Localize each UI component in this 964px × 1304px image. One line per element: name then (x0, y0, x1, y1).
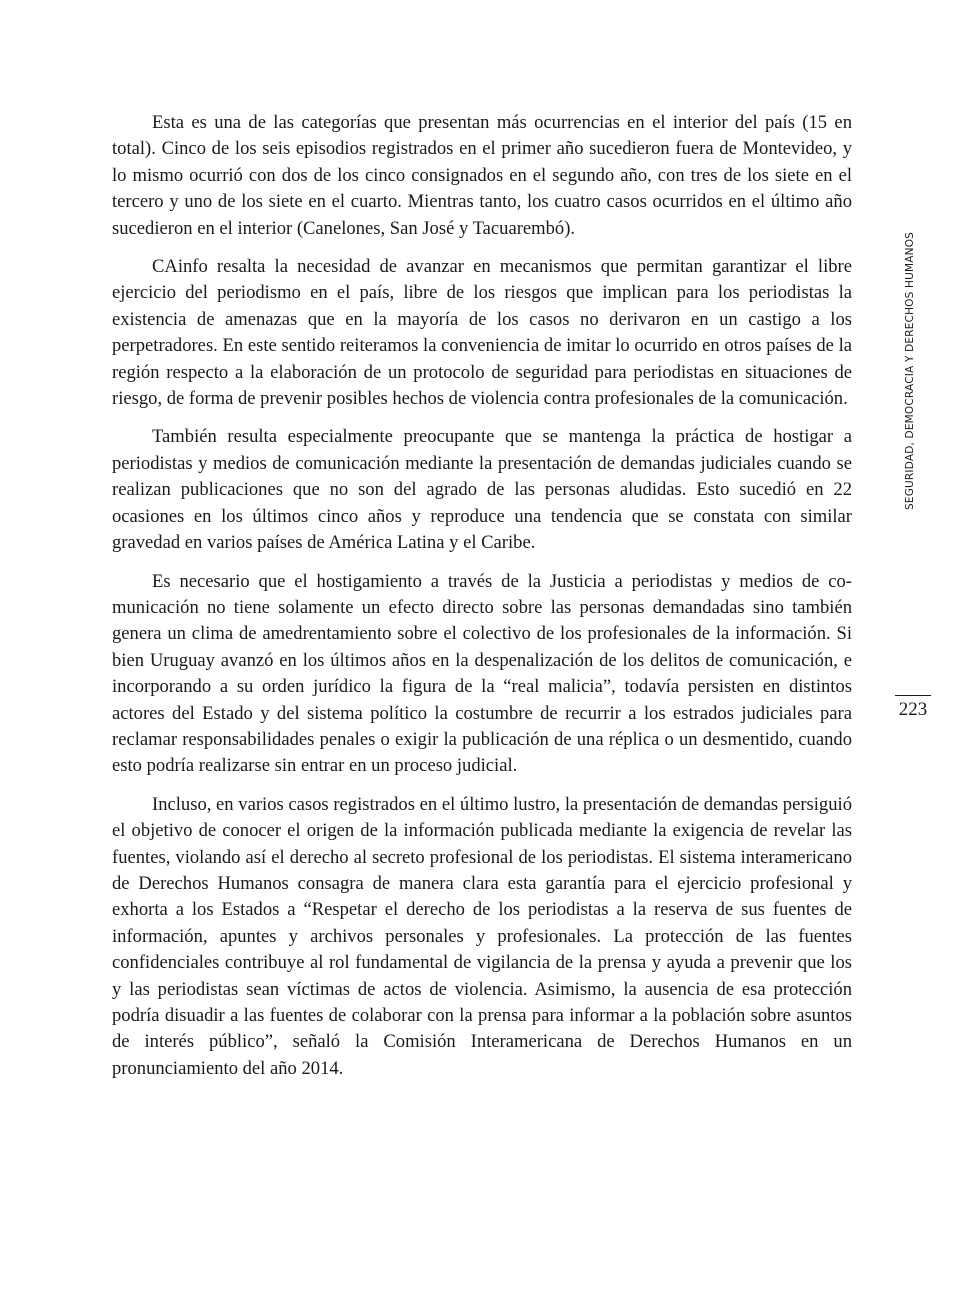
page-number: 223 (898, 699, 928, 720)
paragraph-5: Incluso, en varios casos registrados en el último lustro, la presentación de demandas persiguió el objetivo de conocer el origen de la información publicada mediante la exigencia de revelar las fuentes, violando así el derecho al secreto profesional de los periodistas. El sistema interamericano de Derechos Humanos consagra de manera clara esta garantía para el ejercicio profesional y exhorta a los Estados a “Respetar el derecho de los periodistas a la reserva de sus fuentes de información, apuntes y archivos personales y profesionales. La protección de las fuentes confidenciales contribuye al rol fundamental de vigilancia de la prensa y ayuda a prevenir que los y las periodistas sean víctimas de actos de violencia. Asimismo, la ausencia de esa protección podría disuadir a las fuentes de colaborar con la prensa para informar a la población sobre asuntos de interés público”, señaló la Comisión Interamericana de Derechos Humanos en un pronunciamiento del año 2014. (112, 793, 852, 1079)
body-text (112, 110, 852, 1094)
paragraph-4: Es necesario que el hostigamiento a través de la Justicia a periodistas y medios de comunicación no tiene solamente un efecto directo sobre las personas demandadas sino también genera un clima de amedrentamiento sobre el colectivo de los profesionales de la información. Si bien Uruguay avanzó en los últimos años en la despenalización de los delitos de comunicación, e incorporando a su orden jurídico la figura de la “real malicia”, todavía persisten en distintos actores del Estado y del sistema político la costumbre de recurrir a los estrados judiciales para reclamar responsabilidades penales o exigir la publicación de una réplica o un desmentido, cuando esto podría realizarse sin entrar en un proceso judicial. (112, 570, 852, 777)
page-number-rule (895, 695, 931, 696)
paragraph-1: Esta es una de las categorías que presentan más ocurrencias en el interior del país (15 en total). Cinco de los seis episodios registrados en el primer año sucedieron fuera de Montevideo, y lo mismo ocurrió con dos de los cinco consignados en el segundo año, con tres de los siete en el tercero y uno de los siete en el cuarto. Mientras tanto, los cuatro casos ocurridos en el último año sucedieron en el interior (Canelones, San José y Tacuarembó). (112, 112, 852, 239)
running-head: SEGURIDAD, DEMOCRACIA Y DERECHOS HUMANOS (904, 231, 916, 510)
paragraph-3: También resulta especialmente preocupante que se mantenga la práctica de hostigar a periodistas y medios de comunicación mediante la presentación de demandas judiciales cuando se realizan publicaciones que no son del agrado de las personas aludidas. Esto sucedió en 22 ocasiones en los últimos cinco años y reproduce una tendencia que se constata con similar gravedad en varios países de América Latina y el Caribe. (112, 426, 852, 554)
paragraph-2: CAinfo resalta la necesidad de avanzar en mecanismos que permitan garantizar el libre ejercicio del periodismo en el país, libre de los riesgos que implican para los periodistas la existencia de amenazas que en la mayoría de los casos no derivaron en un castigo a los perpetradores. En este sentido reiteramos la conveniencia de imitar lo ocurrido en otros países de la región respecto a la elaboración de un protocolo de seguridad para periodistas en situaciones de riesgo, de forma de prevenir posibles hechos de violencia contra profesionales de la comunicación. (112, 256, 852, 410)
